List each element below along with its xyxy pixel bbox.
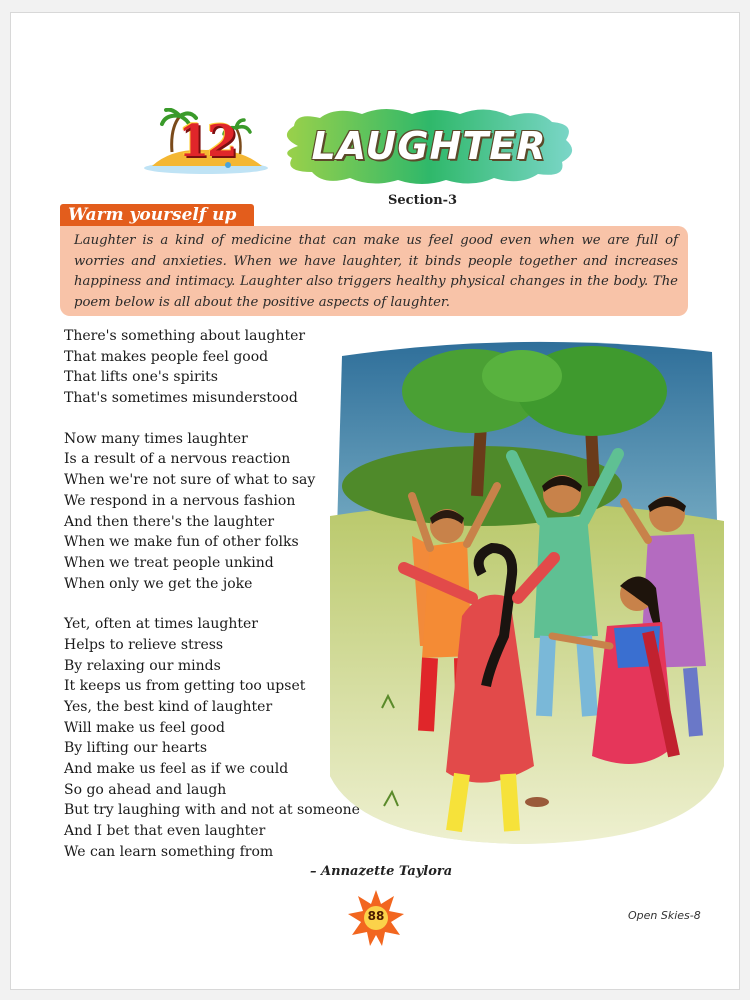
poem-line: When we make fun of other folks bbox=[64, 534, 299, 551]
poem-line: It keeps us from getting too upset bbox=[64, 678, 306, 695]
warm-up-heading-tab bbox=[60, 204, 254, 228]
poem-line: Is a result of a nervous reaction bbox=[64, 451, 291, 468]
warm-up-heading: Warm yourself up bbox=[68, 205, 237, 225]
warm-up-line: worries and anxieties. When we have laughter, it binds people together and bbox=[74, 253, 608, 269]
poem-author: – Annazette Taylora bbox=[310, 864, 453, 879]
poem-line: We can learn something from bbox=[64, 843, 274, 860]
chapter-number: 12 bbox=[178, 116, 236, 167]
poem-line: So go ahead and laugh bbox=[64, 781, 227, 798]
poem-line: Helps to relieve stress bbox=[64, 636, 224, 653]
poem-line: By relaxing our minds bbox=[64, 657, 221, 674]
poem-line: And I bet that even laughter bbox=[64, 823, 266, 840]
poem-line: Yet, often at times laughter bbox=[64, 616, 258, 633]
poem-line: Will make us feel good bbox=[64, 719, 225, 736]
book-name: Open Skies-8 bbox=[628, 909, 701, 922]
poem-line: There's something about laughter bbox=[64, 328, 306, 344]
poem-line: Now many times laughter bbox=[64, 430, 248, 447]
poem-line: But try laughing with and not at someone bbox=[64, 802, 360, 819]
poem-line: When we treat people unkind bbox=[64, 554, 274, 571]
page-number-badge bbox=[348, 890, 404, 946]
chapter-title-banner bbox=[276, 106, 582, 186]
poem-line: When only we get the joke bbox=[64, 575, 253, 592]
section-label: Section-3 bbox=[388, 193, 458, 208]
poem-line: That makes people feel good bbox=[64, 348, 269, 365]
poem-line: We respond in a nervous fashion bbox=[64, 492, 296, 509]
warm-up-line: increases happiness and intimacy. Laughter also triggers healthy physical changes bbox=[74, 253, 678, 290]
poem-line: That lifts one's spirits bbox=[64, 369, 218, 386]
poem-line: And then there's the laughter bbox=[64, 513, 275, 530]
poem-line: Yes, the best kind of laughter bbox=[64, 699, 273, 715]
page-number: 88 bbox=[367, 909, 385, 923]
warm-up-box bbox=[60, 226, 688, 316]
warm-up-line: Laughter is a kind of medicine that can make us feel good even when we are full of bbox=[74, 233, 678, 248]
chapter-badge bbox=[142, 108, 270, 178]
poem-line: By lifting our hearts bbox=[64, 740, 208, 757]
laughing-people-illustration bbox=[322, 336, 726, 846]
warm-up-text bbox=[74, 231, 678, 313]
chapter-title: LAUGHTER bbox=[311, 124, 547, 168]
poem-line: That's sometimes misunderstood bbox=[64, 390, 298, 407]
poem-line: And make us feel as if we could bbox=[64, 761, 289, 778]
warm-up-line: in the body. The poem below is all about the positive aspects of laughter. bbox=[74, 274, 678, 310]
poem-line: When we're not sure of what to say bbox=[64, 472, 316, 489]
